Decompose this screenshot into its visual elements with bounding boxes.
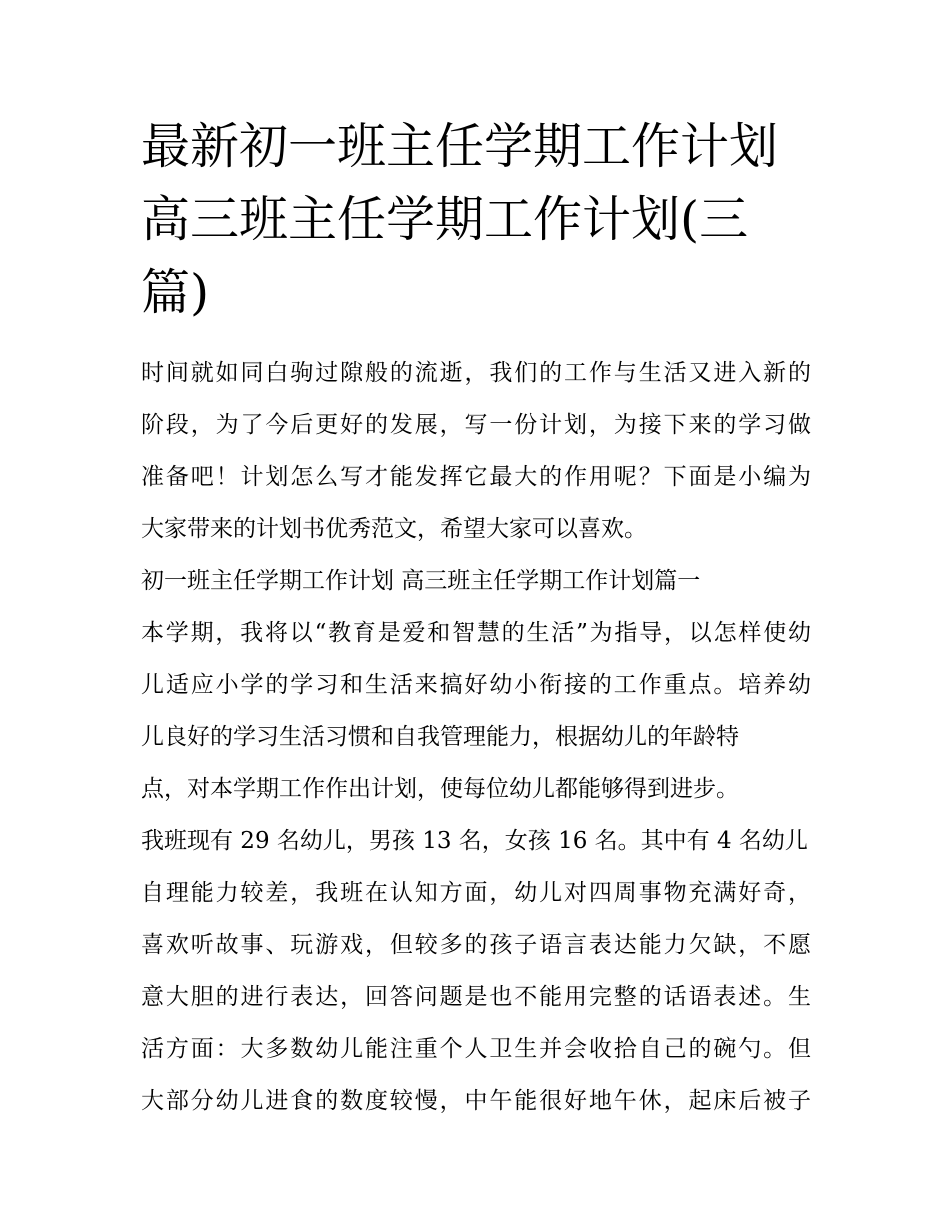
title-line-3: 篇)	[141, 264, 210, 321]
document-body	[141, 347, 811, 1127]
title-line-2: 高三班主任学期工作计划(三	[141, 191, 749, 248]
body-line-1: 时间就如同白驹过隙般的流逝，我们的工作与生活又进入新的	[141, 360, 811, 386]
body-line-3: 准备吧！计划怎么写才能发挥它最大的作用呢？下面是小编为	[141, 464, 811, 490]
body-line-4: 大家带来的计划书优秀范文，希望大家可以喜欢。	[141, 516, 647, 542]
section-heading: 初一班主任学期工作计划 高三班主任学期工作计划篇一	[141, 568, 701, 594]
body-line-7: 儿适应小学的学习和生活来搞好幼小衔接的工作重点。培养幼	[141, 672, 811, 698]
body-line-6: 本学期，我将以“教育是爱和智慧的生活”为指导，以怎样使幼	[141, 620, 811, 646]
body-line-11: 自理能力较差，我班在认知方面，幼儿对四周事物充满好奇，	[141, 880, 811, 906]
body-line-13: 意大胆的进行表达，回答问题是也不能用完整的话语表述。生	[141, 984, 811, 1010]
body-line-10: 我班现有 29 名幼儿，男孩 13 名，女孩 16 名。其中有 4 名幼儿	[141, 828, 808, 854]
body-line-14: 活方面：大多数幼儿能注重个人卫生并会收拾自己的碗勺。但	[141, 1036, 811, 1062]
body-line-12: 喜欢听故事、玩游戏，但较多的孩子语言表达能力欠缺，不愿	[141, 932, 811, 958]
title-line-1: 最新初一班主任学期工作计划	[141, 118, 779, 175]
body-line-8: 儿良好的学习生活习惯和自我管理能力，根据幼儿的年龄特	[141, 724, 739, 750]
body-line-15: 大部分幼儿进食的数度较慢，中午能很好地午休，起床后被子	[141, 1088, 811, 1114]
document-page	[141, 110, 811, 1127]
body-line-2: 阶段，为了今后更好的发展，写一份计划，为接下来的学习做	[141, 412, 811, 438]
document-title	[141, 110, 811, 329]
body-line-9: 点，对本学期工作作出计划，使每位幼儿都能够得到进步。	[141, 776, 739, 802]
